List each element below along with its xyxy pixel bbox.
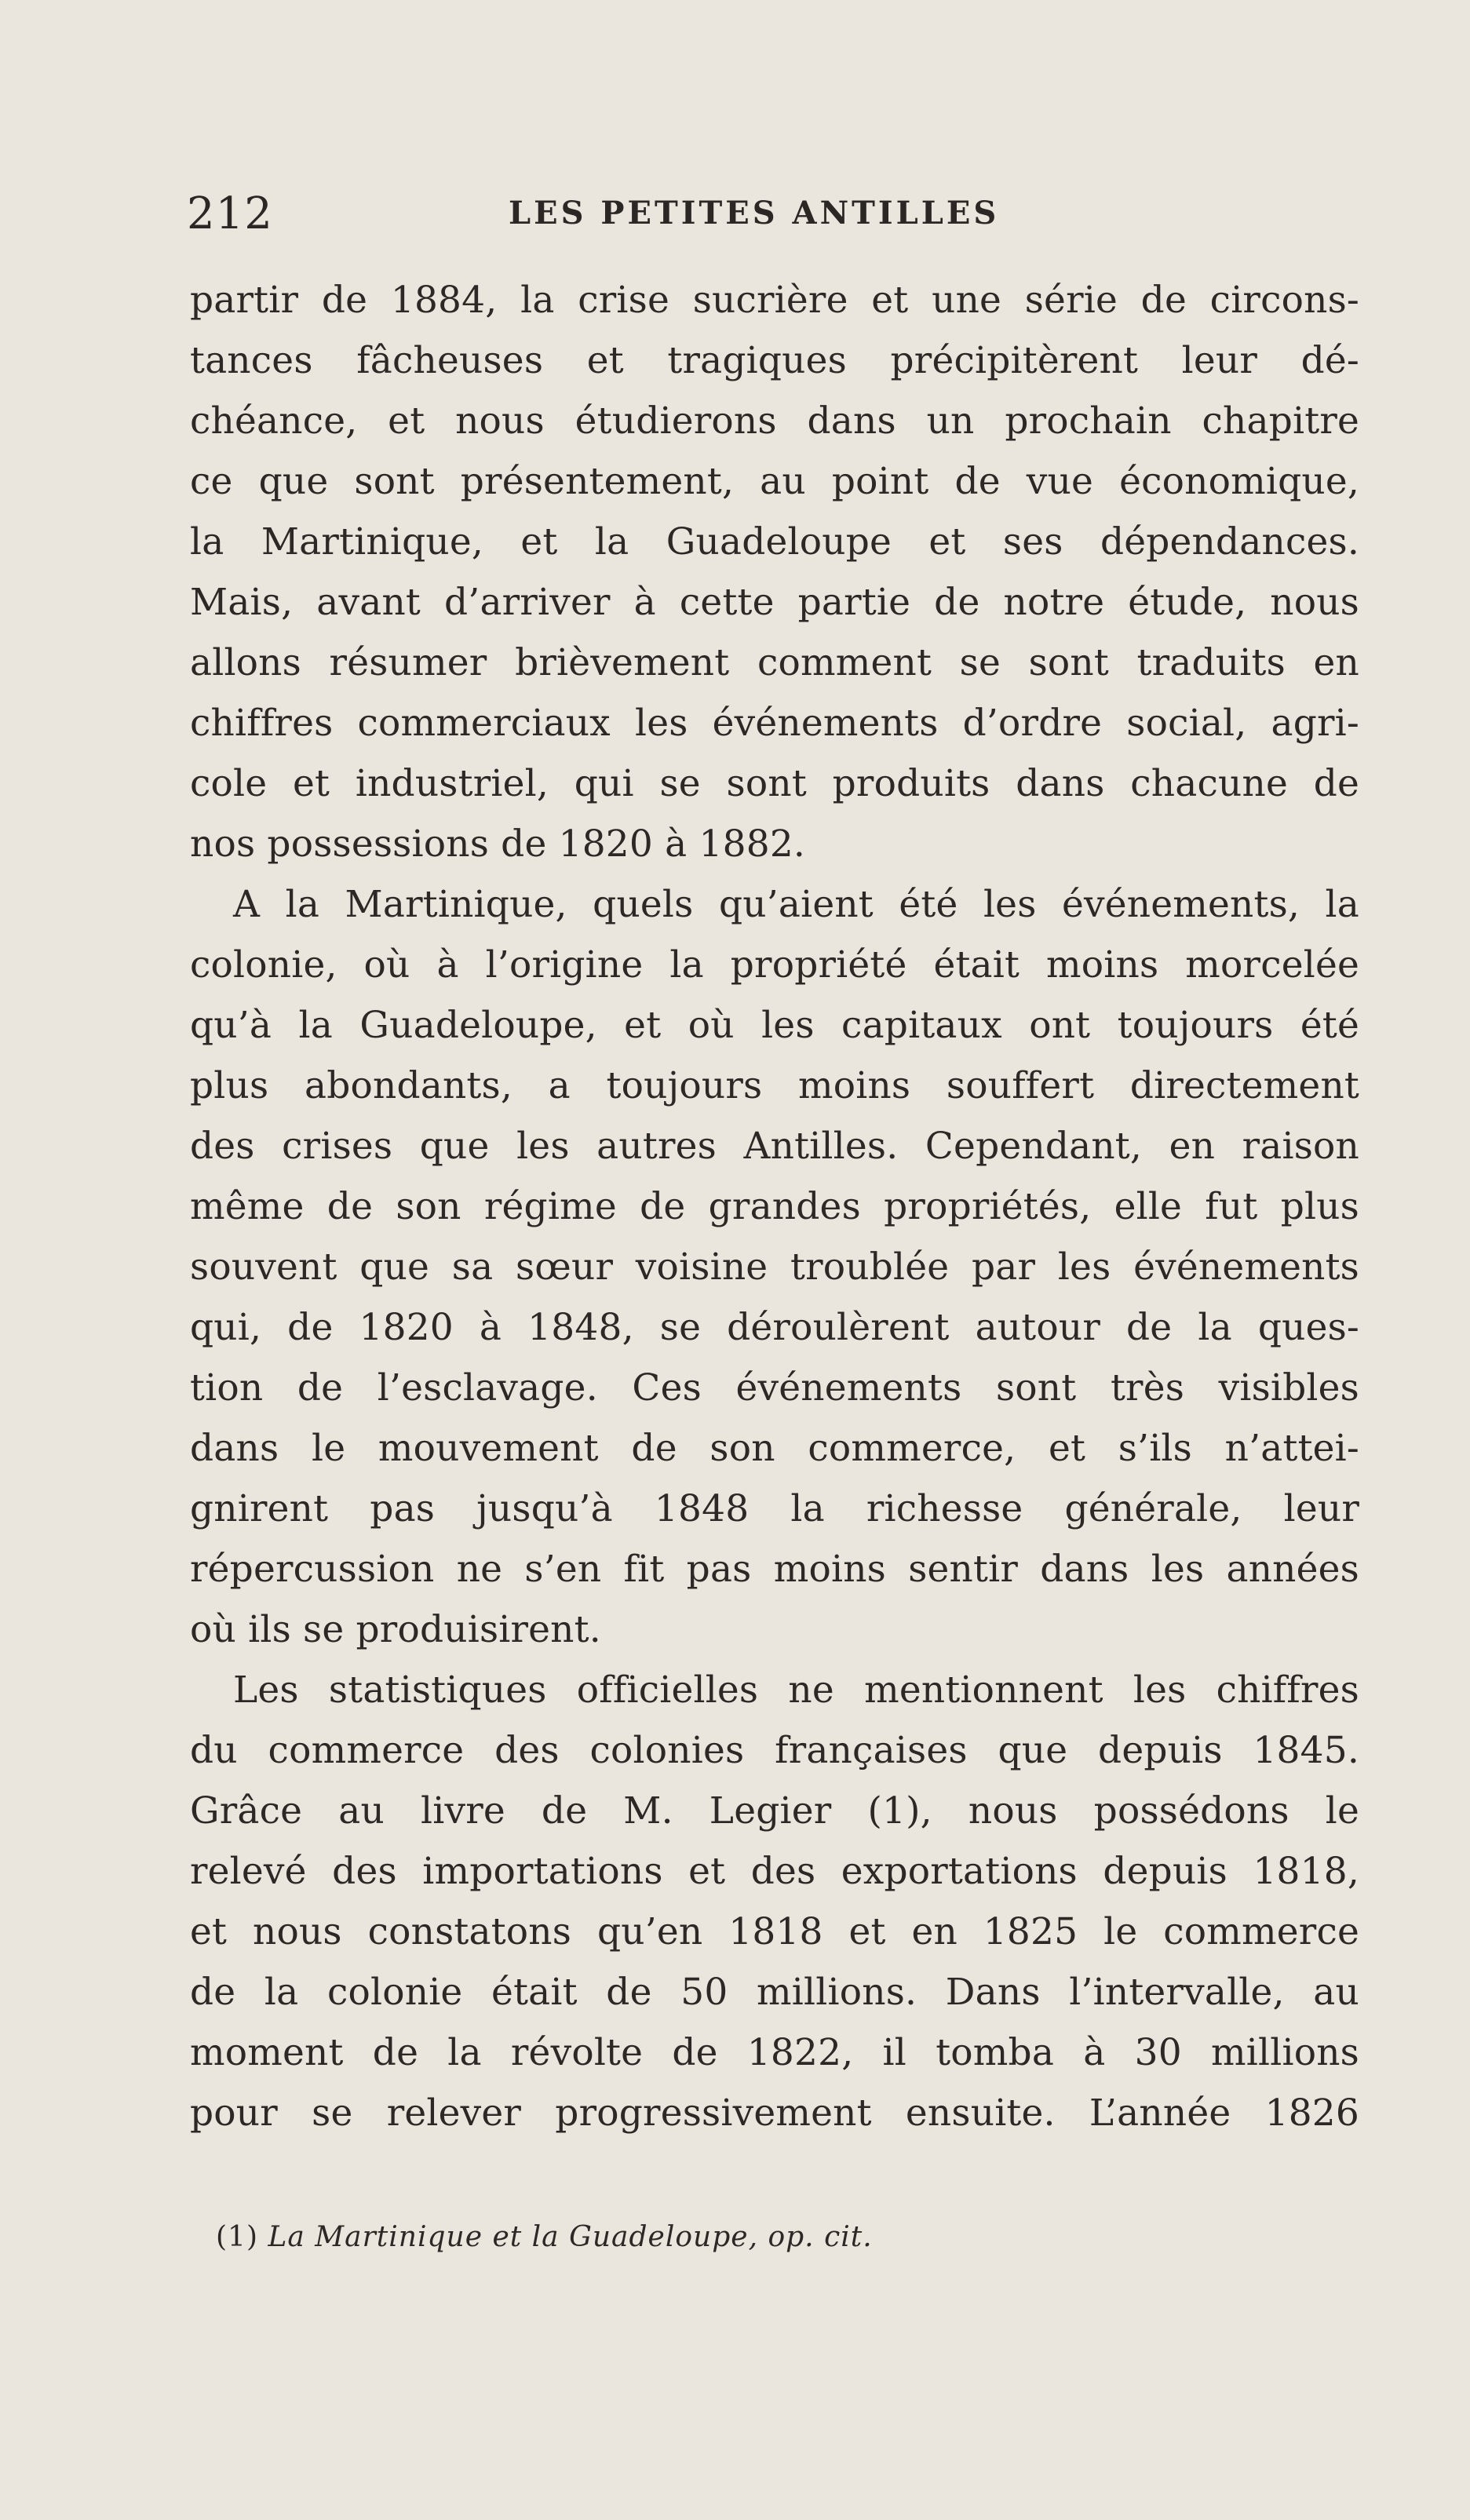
text-line: de la colonie était de 50 millions. Dans l’intervalle, au xyxy=(190,1971,1359,2014)
text-line: qui, de 1820 à 1848, se déroulèrent autour de la ques- xyxy=(190,1306,1359,1349)
text-line: pour se relever progressivement ensuite. L’année 1826 xyxy=(190,2091,1359,2135)
page-header xyxy=(187,188,1364,251)
text-line: des crises que les autres Antilles. Cependant, en raison xyxy=(190,1125,1359,1168)
text-line: Les statistiques officielles ne mentionnent les chiffres xyxy=(233,1668,1359,1712)
text-line: et nous constatons qu’en 1818 et en 1825 le commerce xyxy=(190,1910,1359,1953)
text-line: où ils se produisirent. xyxy=(190,1608,601,1651)
text-line: cole et industriel, qui se sont produits dans chacune de xyxy=(190,762,1359,805)
text-line: tion de l’esclavage. Ces événements sont très visibles xyxy=(190,1366,1359,1410)
text-line: dans le mouvement de son commerce, et s’ils n’attei- xyxy=(190,1427,1359,1470)
text-line: souvent que sa sœur voisine troublée par les événements xyxy=(190,1245,1359,1289)
footnote-marker: (1) xyxy=(216,2221,258,2253)
text-line: A la Martinique, quels qu’aient été les événements, la xyxy=(233,883,1359,926)
text-line: ce que sont présentement, au point de vue économique, xyxy=(190,460,1359,503)
text-line: relevé des importations et des exportations depuis 1818, xyxy=(190,1850,1359,1893)
text-line: chiffres commerciaux les événements d’ordre social, agri- xyxy=(190,702,1359,745)
text-line: du commerce des colonies françaises que depuis 1845. xyxy=(190,1729,1359,1772)
text-line: partir de 1884, la crise sucrière et une série de circons- xyxy=(190,279,1359,322)
text-line: colonie, où à l’origine la propriété était moins morcelée xyxy=(190,943,1359,986)
text-line: Mais, avant d’arriver à cette partie de notre étude, nous xyxy=(190,581,1359,624)
text-line: même de son régime de grandes propriétés, elle fut plus xyxy=(190,1185,1359,1228)
footnote-text: La Martinique et la Guadeloupe, op. cit. xyxy=(268,2221,873,2253)
text-line: nos possessions de 1820 à 1882. xyxy=(190,822,806,866)
text-line: tances fâcheuses et tragiques précipitèrent leur dé- xyxy=(190,339,1359,382)
text-line: répercussion ne s’en fit pas moins sentir dans les années xyxy=(190,1548,1359,1591)
body-text xyxy=(190,270,1359,2143)
text-line: la Martinique, et la Guadeloupe et ses dépendances. xyxy=(190,520,1359,563)
footnote xyxy=(216,2221,873,2253)
text-line: chéance, et nous étudierons dans un prochain chapitre xyxy=(190,399,1359,443)
page-number: 212 xyxy=(187,188,273,239)
text-line: allons résumer brièvement comment se sont traduits en xyxy=(190,641,1359,684)
text-line: plus abondants, a toujours moins souffert directement xyxy=(190,1064,1359,1107)
text-line: moment de la révolte de 1822, il tomba à 30 millions xyxy=(190,2031,1359,2074)
text-line: Grâce au livre de M. Legier (1), nous possédons le xyxy=(190,1789,1359,1833)
text-line: gnirent pas jusqu’à 1848 la richesse générale, leur xyxy=(190,1487,1359,1530)
text-line: qu’à la Guadeloupe, et où les capitaux ont toujours été xyxy=(190,1004,1359,1047)
running-title: LES PETITES ANTILLES xyxy=(509,195,1000,232)
